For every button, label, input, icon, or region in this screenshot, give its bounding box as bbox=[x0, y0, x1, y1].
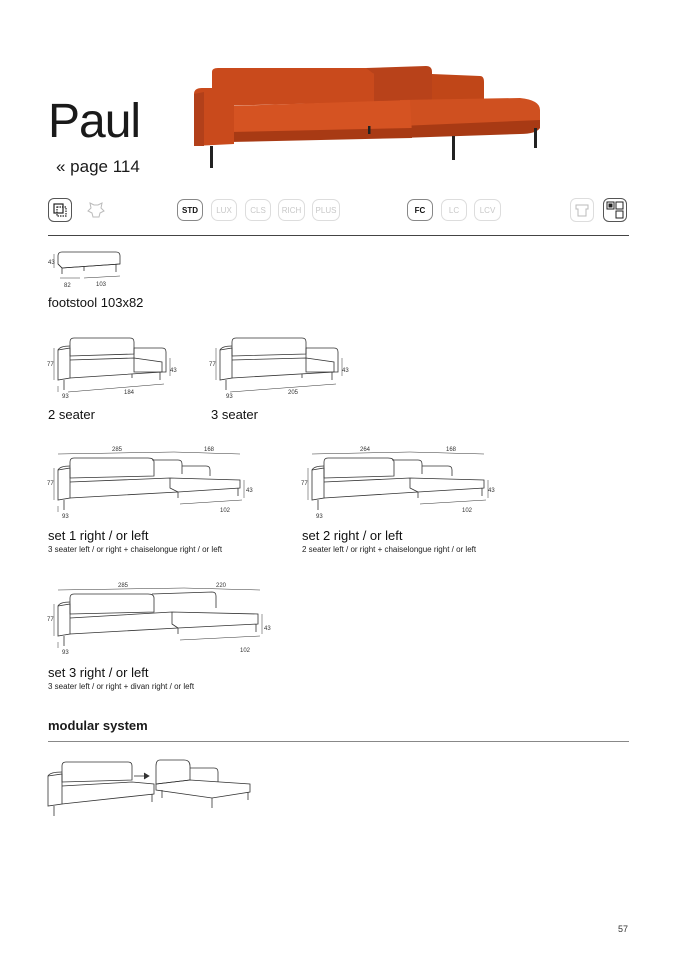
footstool-depth: 82 bbox=[64, 283, 71, 289]
leather-level-fc[interactable]: FC bbox=[407, 199, 433, 221]
set1-chaise-depth: 102 bbox=[220, 508, 231, 514]
fabric-level-plus[interactable]: PLUS bbox=[312, 199, 340, 221]
leather-hide-icon[interactable] bbox=[84, 198, 108, 222]
set1-height-seat: 43 bbox=[246, 488, 253, 494]
three-seater-height-back: 77 bbox=[209, 362, 216, 368]
two-seater-height-back: 77 bbox=[47, 362, 54, 368]
leather-level-lcv[interactable]: LCV bbox=[474, 199, 501, 221]
modular-divider bbox=[48, 741, 629, 742]
set3-height-back: 77 bbox=[47, 617, 54, 623]
product-title: Paul bbox=[48, 95, 141, 148]
modular-grid-icon[interactable] bbox=[603, 198, 627, 222]
set3-label: set 3 right / or left bbox=[48, 665, 149, 680]
header-divider bbox=[48, 235, 629, 236]
three-seater-height-seat: 43 bbox=[342, 368, 349, 374]
footstool-label: footstool 103x82 bbox=[48, 295, 144, 310]
set2-height-seat: 43 bbox=[488, 488, 495, 494]
page-reference-link[interactable]: « page 114 bbox=[56, 157, 140, 176]
set2-width-chaise: 168 bbox=[446, 447, 457, 453]
leather-level-lc[interactable]: LC bbox=[441, 199, 467, 221]
modular-system-drawing bbox=[44, 756, 258, 820]
three-seater-label: 3 seater bbox=[211, 407, 258, 422]
set2-label: set 2 right / or left bbox=[302, 528, 403, 543]
set3-width-chaise: 220 bbox=[216, 583, 227, 589]
set2-description: 2 seater left / or right + chaiselongue right / or left bbox=[302, 545, 477, 554]
set3-description: 3 seater left / or right + divan right / or left bbox=[48, 682, 195, 691]
fabric-level-lux[interactable]: LUX bbox=[211, 199, 237, 221]
fabric-level-rich[interactable]: RICH bbox=[278, 199, 305, 221]
set2-depth: 93 bbox=[316, 514, 323, 520]
chair-cover-icon[interactable] bbox=[570, 198, 594, 222]
set1-drawing bbox=[44, 442, 264, 522]
set2-drawing bbox=[298, 442, 508, 522]
fabric-level-std[interactable]: STD bbox=[177, 199, 203, 221]
two-seater-height-seat: 43 bbox=[170, 368, 177, 374]
set1-height-back: 77 bbox=[47, 481, 54, 487]
set2-height-back: 77 bbox=[301, 481, 308, 487]
set3-drawing bbox=[44, 578, 280, 658]
hero-sofa-image bbox=[190, 60, 550, 170]
set3-depth: 93 bbox=[62, 650, 69, 656]
two-seater-label: 2 seater bbox=[48, 407, 95, 422]
fabric-level-cls[interactable]: CLS bbox=[245, 199, 271, 221]
three-seater-width: 205 bbox=[288, 390, 299, 396]
footstool-height: 43 bbox=[48, 260, 55, 266]
set2-chaise-depth: 102 bbox=[462, 508, 473, 514]
set1-depth: 93 bbox=[62, 514, 69, 520]
set1-description: 3 seater left / or right + chaiselongue right / or left bbox=[48, 545, 223, 554]
two-seater-drawing bbox=[44, 332, 184, 400]
set1-label: set 1 right / or left bbox=[48, 528, 149, 543]
three-seater-drawing bbox=[206, 332, 356, 400]
set2-width-main: 264 bbox=[360, 447, 371, 453]
three-seater-depth: 93 bbox=[226, 394, 233, 400]
footstool-width: 103 bbox=[96, 282, 107, 288]
page-number: 57 bbox=[617, 924, 628, 934]
set1-width-chaise: 168 bbox=[204, 447, 215, 453]
two-seater-width: 184 bbox=[124, 390, 135, 396]
set3-height-seat: 43 bbox=[264, 626, 271, 632]
set1-width-main: 285 bbox=[112, 447, 123, 453]
set3-chaise-depth: 102 bbox=[240, 648, 251, 654]
modular-system-heading: modular system bbox=[48, 718, 148, 733]
fabric-swatch-icon[interactable] bbox=[48, 198, 72, 222]
footstool-drawing bbox=[44, 246, 134, 290]
set3-width-main: 285 bbox=[118, 583, 129, 589]
two-seater-depth: 93 bbox=[62, 394, 69, 400]
